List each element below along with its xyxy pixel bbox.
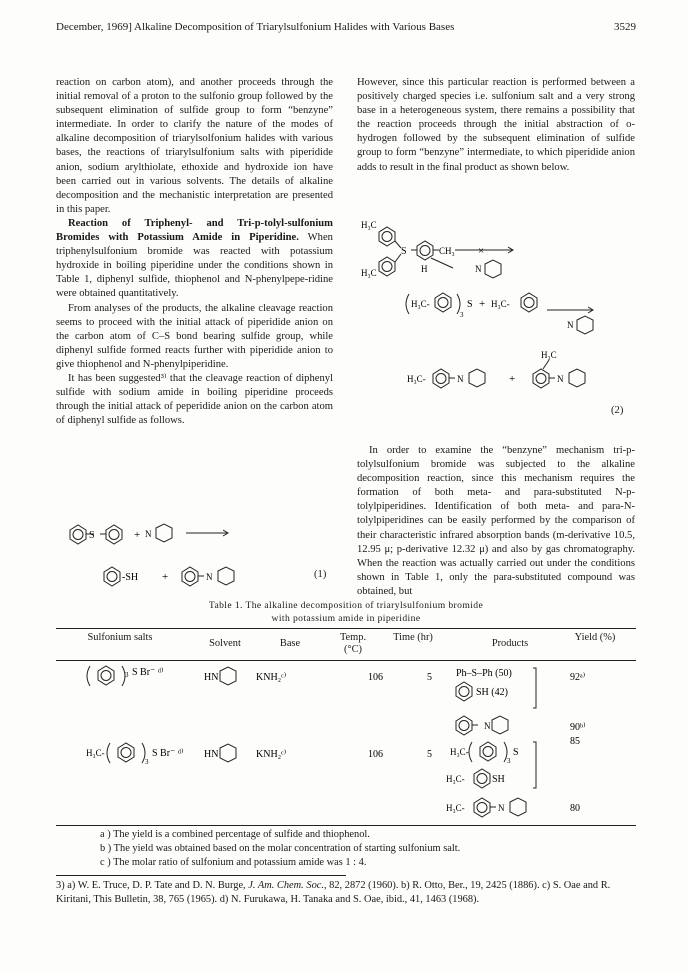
plus-sign: + xyxy=(134,529,141,541)
s-label: S xyxy=(89,530,95,541)
right-paragraph-1: However, since this particular reaction is performed between a positively charged species i.e. sulfonium salt and a very strong base in a heterogeneous system, there remains a possibility that the reaction proceeds through the initial abstraction of o-hydrogen followed by the subsequent elimination of sulfide group to form “benzyne” intermediate, to which piperidide anion adds to result in the final product as shown below. xyxy=(357,77,635,173)
methyl-label: H₃C- xyxy=(446,803,465,813)
plus-sign: + xyxy=(479,298,486,310)
table-note-c: c ) The molar ratio of sulfonium and potassium amide was 1 : 4. xyxy=(100,857,367,868)
table-top-rule xyxy=(56,628,636,629)
left-column xyxy=(56,76,333,428)
salt-1-counterion: S Br⁻ ᵈ⁾ xyxy=(132,667,164,678)
methyl-label: H₃C- xyxy=(411,299,430,309)
salt-2-counterion: S Br⁻ ᵈ⁾ xyxy=(152,748,184,759)
header-yield: Yield (%) xyxy=(574,632,616,643)
subscript: 3 xyxy=(460,311,464,319)
footnote-part-a: 3) a) W. E. Truce, D. P. Tate and D. N. Burge, xyxy=(56,880,249,891)
footnote-rule xyxy=(56,875,346,876)
product-2a: S xyxy=(513,747,519,758)
header-products: Products xyxy=(491,638,529,649)
methyl-label: H₃C xyxy=(361,268,377,278)
temp-2: 106 xyxy=(368,749,383,760)
methyl-label: H₃C xyxy=(361,220,377,230)
temp-1: 106 xyxy=(368,672,383,683)
page-number: 3529 xyxy=(614,21,636,33)
running-header-title: December, 1969] Alkaline Decomposition of Triarylsulfonium Halides with Various Bases xyxy=(56,21,455,33)
yield-1b: 90ᵇ⁾ xyxy=(570,722,586,733)
methyl-label: CH₃ xyxy=(439,246,455,256)
header-temp: Temp. (°C) xyxy=(339,632,367,655)
methyl-label: H₃C- xyxy=(450,747,469,757)
methyl-label: H₃C- xyxy=(491,299,510,309)
right-column-continued xyxy=(357,444,635,599)
footnote xyxy=(56,879,636,906)
base-2: KNH₂ᶜ⁾ xyxy=(256,749,287,760)
methyl-label: H₃C- xyxy=(407,374,426,384)
s-label: S xyxy=(401,246,407,257)
n-label: N xyxy=(457,374,464,384)
footnote-journal: J. Am. Chem. Soc. xyxy=(248,880,324,891)
equation-number-1: (1) xyxy=(314,569,327,580)
n-label: N xyxy=(567,320,574,330)
base-1: KNH₂ᶜ⁾ xyxy=(256,672,287,683)
yield-2a: 85 xyxy=(570,736,580,747)
n-label: N xyxy=(206,572,213,582)
time-1: 5 xyxy=(427,672,432,683)
plus-sign: + xyxy=(162,571,169,583)
table-note-b: b ) The yield was obtained based on the molar concentration of starting sulfonium salt. xyxy=(100,843,461,854)
left-paragraph-4: It has been suggested³⁾ that the cleavage reaction of diphenyl sulfide with sodium amide in boiling piperidine proceeds through the initial attack of peperidide anion on the carbon atom of diphenyl sulfide as follows. xyxy=(56,372,333,427)
yield-1a: 92ᵃ⁾ xyxy=(570,672,586,683)
footnote-part-c: , 82, 2872 (1960). b) R. Otto, Ber., 19, 2425 (1886). c) S. Oae and R. Kiritani, This Bulletin, 38, 765 (1965). d) N. Furukawa, H. Tanaka and S. Oae, ibid., 41, 1463 (1968). xyxy=(56,880,611,905)
hydrogen-label: H xyxy=(421,264,428,274)
solvent-1: HN xyxy=(204,672,219,683)
table-structures xyxy=(56,660,636,820)
reaction-scheme-2 xyxy=(357,214,637,414)
table-note-a: a ) The yield is a combined percentage of sulfide and thiophenol. xyxy=(100,829,370,840)
s-label: S xyxy=(467,299,473,310)
right-paragraph-2: In order to examine the “benzyne” mechanism tri-p-tolylsulfonium bromide was subjected to the alkaline decomposition reaction, since this mechanism requires the formation of both meta- and para-substituted N-p-tolylpiperidines. Identification of both meta- and para-N-tolylpiperidines can be easily performed by the comparison of their characteristic infrared absorption bands (m-derivative 10.5, 12.95 μ; p-derivative 12.32 μ) and also by gas chromatography. When the reaction was actually carried out under the conditions shown in Table 1, only the para-substituted compound was obtained, but xyxy=(357,445,635,597)
n-label: N xyxy=(484,721,491,731)
header-base: Base xyxy=(279,638,301,649)
table-caption: Table 1. The alkaline decomposition of triarylsulfonium bromide xyxy=(208,600,484,611)
solvent-2: HN xyxy=(204,749,219,760)
n-label: N xyxy=(475,264,482,274)
product-2b: SH xyxy=(492,774,505,785)
right-column xyxy=(357,76,635,175)
left-paragraph-1: reaction on carbon atom), and another proceeds through the initial removal of a proton to the sulfonio group followed by the subsequent elimination of sulfide group to form “benzyne” intermediate. In order to clarify the nature of the modes of alkaline decomposition of triarylsolfonium halides with various bases, the reactions of triarylsulfonium salts with piperidide anion, sodium arylthiolate, ethoxide and hydroxide ion have been carried out in various solvents. The details of alkaline decomposition and the mechanistic interpretation are presented in this paper. xyxy=(56,77,333,215)
left-paragraph-3: From analyses of the products, the alkaline cleavage reaction seems to proceed with the initial attack of piperidide anion on the carbon atom of C–S bond bearing sulfide group, while diphenyl sulfide formed reacts further with piperidide anion to give thiophenol and N-phenylpiperidine. xyxy=(56,302,333,370)
subscript: 3 xyxy=(507,757,511,765)
header-solvent: Solvent xyxy=(209,638,241,649)
sh-label: -SH xyxy=(122,572,139,583)
header-salts: Sulfonium salts xyxy=(87,632,153,643)
subscript: 3 xyxy=(125,671,129,679)
yield-2b: 80 xyxy=(570,803,580,814)
n-label: N xyxy=(498,803,505,813)
subscript: 3 xyxy=(145,758,149,766)
methyl-label: H₃C- xyxy=(446,774,465,784)
methyl-label: H₃C xyxy=(541,350,557,360)
header-time: Time (hr) xyxy=(393,632,433,643)
reaction-scheme-1 xyxy=(56,500,346,590)
n-label: N xyxy=(145,529,152,539)
methyl-label: H₃C- xyxy=(86,748,105,758)
n-label: N xyxy=(557,374,564,384)
section-body: When triphenylsulfonium bromide was reacted with potassium hydroxide in boiling piperidine under the conditions shown in Table 1, diphenyl sulfide, thiophenol and N-phenylpepe-ridine were obtained quantitatively. xyxy=(56,232,333,300)
equation-number-2: (2) xyxy=(611,405,624,416)
plus-sign: + xyxy=(509,373,516,385)
left-paragraph-2 xyxy=(56,217,333,302)
table-bottom-rule xyxy=(56,825,636,826)
time-2: 5 xyxy=(427,749,432,760)
product-1a: Ph–S–Ph (50) xyxy=(456,668,512,679)
product-1b: SH (42) xyxy=(476,687,508,698)
blocked-mark: × xyxy=(478,245,485,257)
table-caption-line-2: with potassium amide in piperidine xyxy=(271,613,421,624)
section-heading: Reaction of Triphenyl- and Tri-p-tolyl-sulfonium Bromides with Potassium Amide in Piperidine. xyxy=(56,217,333,244)
